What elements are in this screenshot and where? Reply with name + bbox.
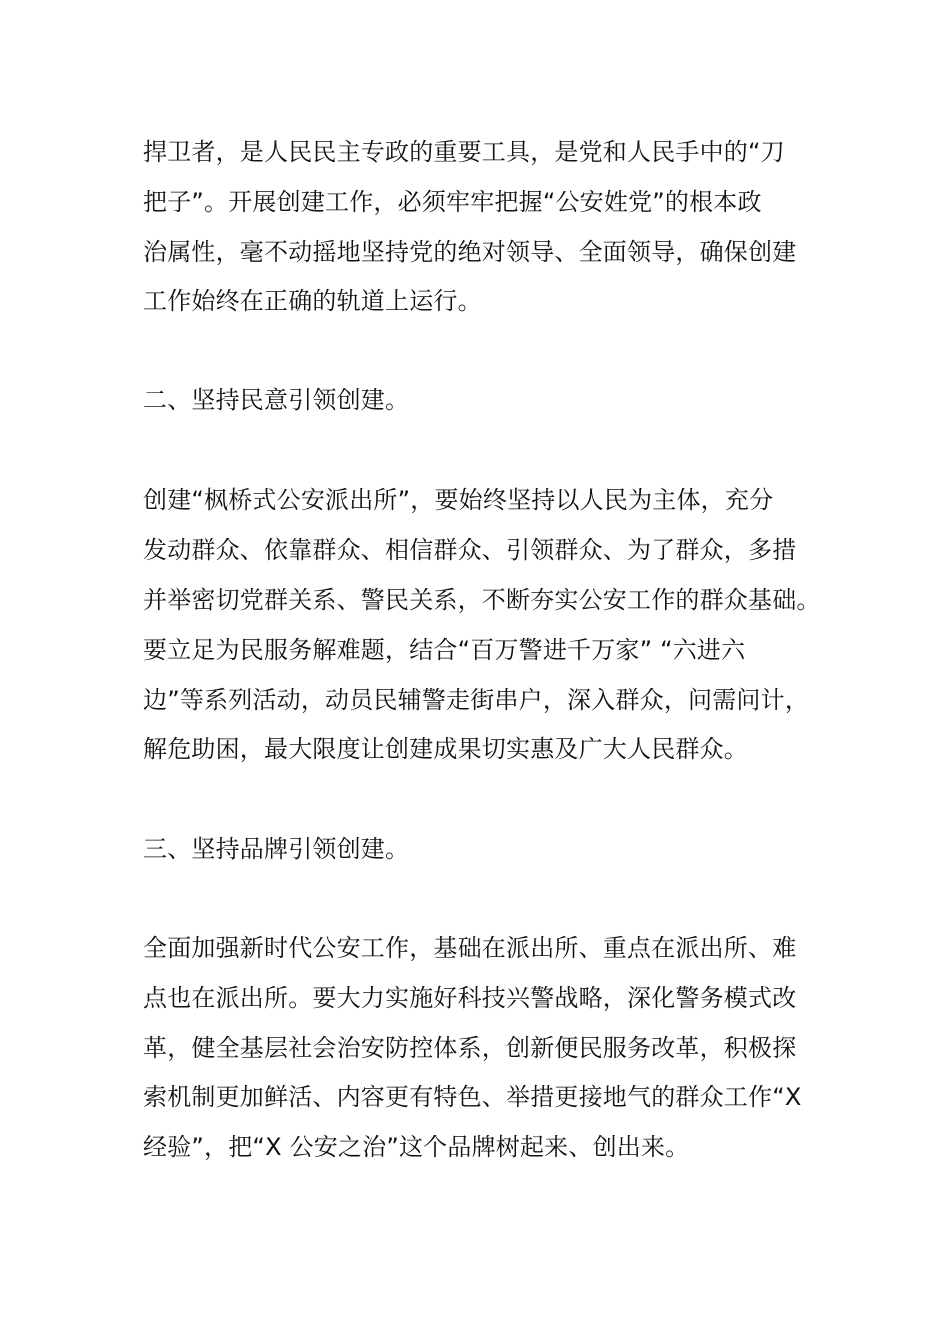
paragraph-1-line-2: 把子”。开展创建工作，必须牢牢把握“公安姓党”的根本政 [143,188,762,216]
paragraph-2-line-6: 解危助困，最大限度让创建成果切实惠及广大人民群众。 [143,735,748,763]
paragraph-2-line-3: 并举密切党群关系、警民关系，不断夯实公安工作的群众基础。 [143,586,821,614]
paragraph-2-line-5: 边”等系列活动，动员民辅警走街串户，深入群众，问需问计， [143,686,810,714]
paragraph-1-line-4: 工作始终在正确的轨道上运行。 [143,287,482,315]
section-heading-3: 三、坚持品牌引领创建。 [143,835,410,863]
paragraph-2-line-1: 创建“枫桥式公安派出所”，要始终坚持以人民为主体，充分 [143,486,774,514]
paragraph-3-line-4: 索机制更加鲜活、内容更有特色、举措更接地气的群众工作“X [143,1083,802,1111]
paragraph-2-line-2: 发动群众、依靠群众、相信群众、引领群众、为了群众，多措 [143,536,797,564]
paragraph-3-line-2: 点也在派出所。要大力实施好科技兴警战略，深化警务模式改 [143,984,797,1012]
paragraph-2-line-4: 要立足为民服务解难题，结合“百万警进千万家” “六进六 [143,636,746,664]
paragraph-3-line-3: 革，健全基层社会治安防控体系，创新便民服务改革，积极探 [143,1034,797,1062]
section-heading-2: 二、坚持民意引领创建。 [143,386,410,414]
paragraph-3-line-5: 经验”，把“X 公安之治”这个品牌树起来、创出来。 [143,1133,690,1161]
paragraph-1-line-3: 治属性，毫不动摇地坚持党的绝对领导、全面领导，确保创建 [143,238,797,266]
paragraph-1-line-1: 捍卫者，是人民民主专政的重要工具，是党和人民手中的“刀 [143,138,785,166]
paragraph-3-line-1: 全面加强新时代公安工作，基础在派出所、重点在派出所、难 [143,934,797,962]
